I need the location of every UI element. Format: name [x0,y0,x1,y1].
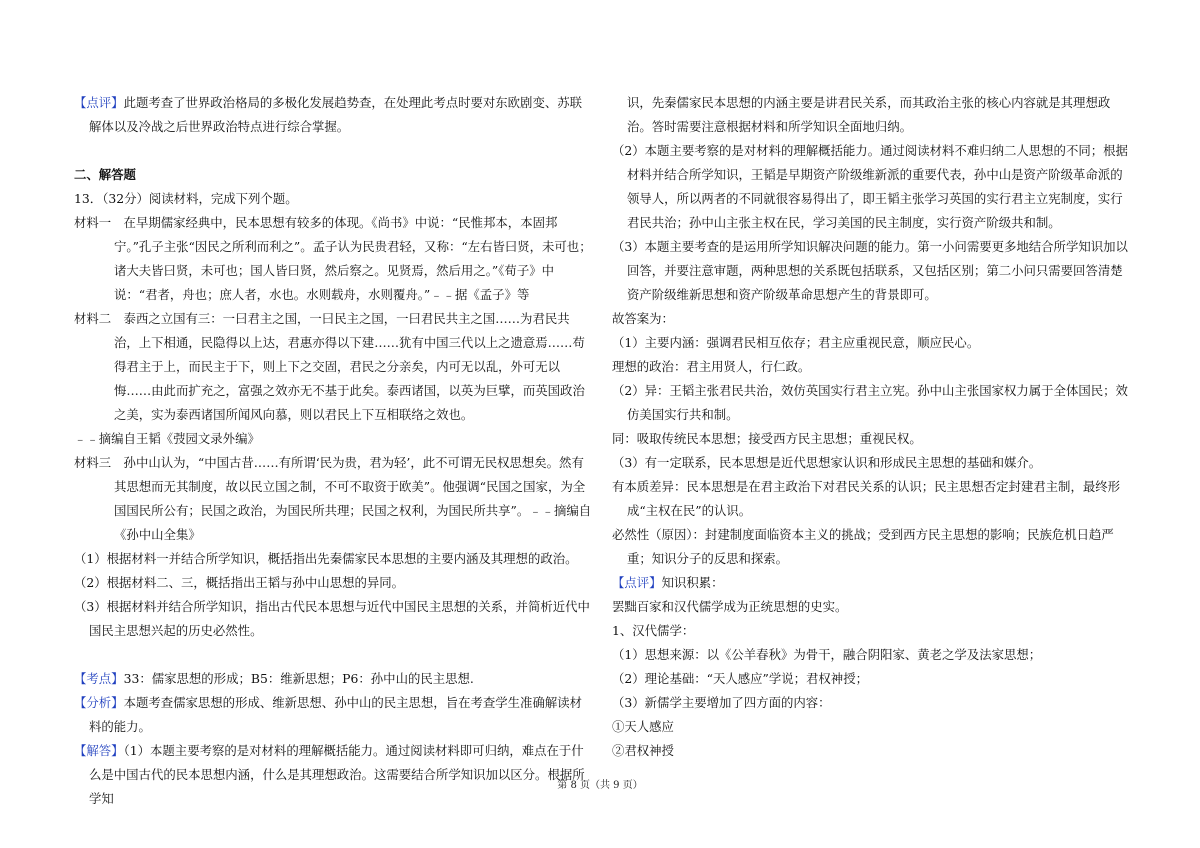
material-2: 材料二 泰西之立国有三：一曰君主之国，一曰民主之国，一曰君民共主之国……为君民共治，上下相通，民隐得以上达，君惠亦得以下建……犹有中国三代以上之遗意焉……苟得君主于上，而民主于下，则上下之交固，君民之分亲矣，内可无以乱，外可无以悔……由此而扩充之，富强之效亦无不基于此矣。泰西诸国，以英为巨擘，而英国政治之美，实为泰西诸国所闻风向慕，则以君民上下互相联络之效也。 [74,311,585,422]
answer-3c: 必然性（原因）：封建制度面临资本主义的挑战；受到西方民主思想的影响；民族危机日趋严重；知识分子的反思和探索。 [612,527,1114,566]
knowledge-2: （1）思想来源：以《公羊春秋》为骨干，融合阴阳家、黄老之学及法家思想； [612,647,1042,662]
knowledge-3: （2）理论基础：“天人感应”学说；君权神授； [612,671,868,686]
jieda-paragraph [74,739,592,811]
jieda-text: （1）本题主要考察的是对材料的理解概括能力。通过阅读材料即可归纳，难点在于什么是中国古代的民本思想内涵，什么是其理想政治。这需要结合所学知识加以区分。根据所学知 [89,743,585,806]
knowledge-0: 罢黜百家和汉代儒学成为正统思想的史实。 [612,599,848,614]
knowledge-6: ②君权神授 [612,743,674,758]
answer-1: （1）主要内涵：强调君民相互依存；君主应重视民意，顺应民心。 [612,335,980,350]
fenxi-text: 本题考查儒家思想的形成、维新思想、孙中山的民主思想，旨在考查学生准确解读材料的能力。 [89,695,583,734]
fenxi-paragraph [74,691,592,739]
material-3: 材料三 孙中山认为，“中国古昔……有所谓‘民为贵，君为轻’，此不可谓无民权思想矣。然有其思想而无其制度，故以民立国之制，不可不取资于欧美”。他强调“民国之国家，为全国国民所公有；民国之政治，为国民所共理；民国之权利，为国民所共享”。﹣﹣摘编自《孙中山全集》 [74,455,592,542]
section-title: 二、解答题 [74,167,136,182]
right-comment-text: 知识积累： [661,575,724,590]
comment-tag: 【点评】 [74,95,124,110]
answer-1b: 理想的政治：君主用贤人，行仁政。 [612,359,811,374]
fenxi-tag: 【分析】 [74,695,124,710]
jieda-tag: 【解答】 [74,743,124,758]
question-2: （2）根据材料二、三，概括指出王韬与孙中山思想的异同。 [74,575,405,590]
jieda-part-3: （3）本题主要考查的是运用所学知识解决问题的能力。第一小问需要更多地结合所学知识加以回答，并要注意审题，两种思想的关系既包括联系，又包括区别；第二小问只需要回答清楚资产阶级维新思想和资产阶级革命思想产生的背景即可。 [612,239,1128,302]
question-1: （1）根据材料一并结合所学知识，概括指出先秦儒家民本思想的主要内涵及其理想的政治。 [74,551,578,566]
answer-heading: 故答案为： [612,311,674,326]
question-13-heading: 13．（32分）阅读材料，完成下列个题。 [74,191,298,206]
kaodian-tag: 【考点】 [74,671,124,686]
material-2-source: ﹣﹣摘编自王韬《弢园文录外编》 [74,431,260,446]
knowledge-1: 1、汉代儒学： [612,623,695,638]
jieda-continuation: 识，先秦儒家民本思想的内涵主要是讲君民关系，而其政治主张的核心内容就是其理想政治。答时需要注意根据材料和所学知识全面地归纳。 [627,95,1111,134]
knowledge-4: （3）新儒学主要增加了四方面的内容： [612,695,831,710]
jieda-part-2: （2）本题主要考察的是对材料的理解概括能力。通过阅读材料不难归纳二人思想的不同；根据材料并结合所学知识，王韬是早期资产阶级维新派的重要代表，孙中山是资产阶级革命派的领导人，所以两者的不同就很容易得出了，即王韬主张学习英国的实行君主立宪制度，实行君民共治；孙中山主张主权在民，学习美国的民主制度，实行资产阶级共和制。 [612,143,1128,230]
material-1: 材料一 在早期儒家经典中，民本思想有较多的体现。《尚书》中说：“民惟邦本，本固邦宁。”孔子主张“因民之所利而利之”。孟子认为民贵君轻，又称：“左右皆曰贤，未可也；诸大夫皆曰贤，未可也；国人皆曰贤，然后察之。见贤焉，然后用之。”《荀子》中说：“君者，舟也；庶人者，水也。水则载舟，水则覆舟。”﹣﹣据《孟子》等 [74,215,592,302]
answer-3: （3）有一定联系，民本思想是近代思想家认识和形成民主思想的基础和媒介。 [612,455,1042,470]
right-comment-tag: 【点评】 [612,575,662,590]
knowledge-5: ①天人感应 [612,719,674,734]
kaodian-paragraph [74,667,592,691]
comment-text: 此题考查了世界政治格局的多极化发展趋势查，在处理此考点时要对东欧剧变、苏联解体以及冷战之后世界政治特点进行综合掌握。 [89,95,583,134]
right-comment-paragraph [612,571,1132,595]
left-column [74,91,592,811]
answer-2: （2）异：王韬主张君民共治，效仿英国实行君主立宪。孙中山主张国家权力属于全体国民；效仿美国实行共和制。 [612,383,1128,422]
comment-paragraph [74,91,592,139]
right-column [612,91,1132,763]
page-footer: 第 8 页（共 9 页） [557,780,643,791]
answer-2b: 同：吸取传统民本思想；接受西方民主思想；重视民权。 [612,431,922,446]
kaodian-text: 33：儒家思想的形成；B5：维新思想；P6：孙中山的民主思想. [123,671,474,686]
answer-3b: 有本质差异：民本思想是在君主政治下对君民关系的认识；民主思想否定封建君主制，最终形成“主权在民”的认识。 [612,479,1121,518]
question-3: （3）根据材料并结合所学知识，指出古代民本思想与近代中国民主思想的关系，并简析近代中国民主思想兴起的历史必然性。 [74,599,590,638]
